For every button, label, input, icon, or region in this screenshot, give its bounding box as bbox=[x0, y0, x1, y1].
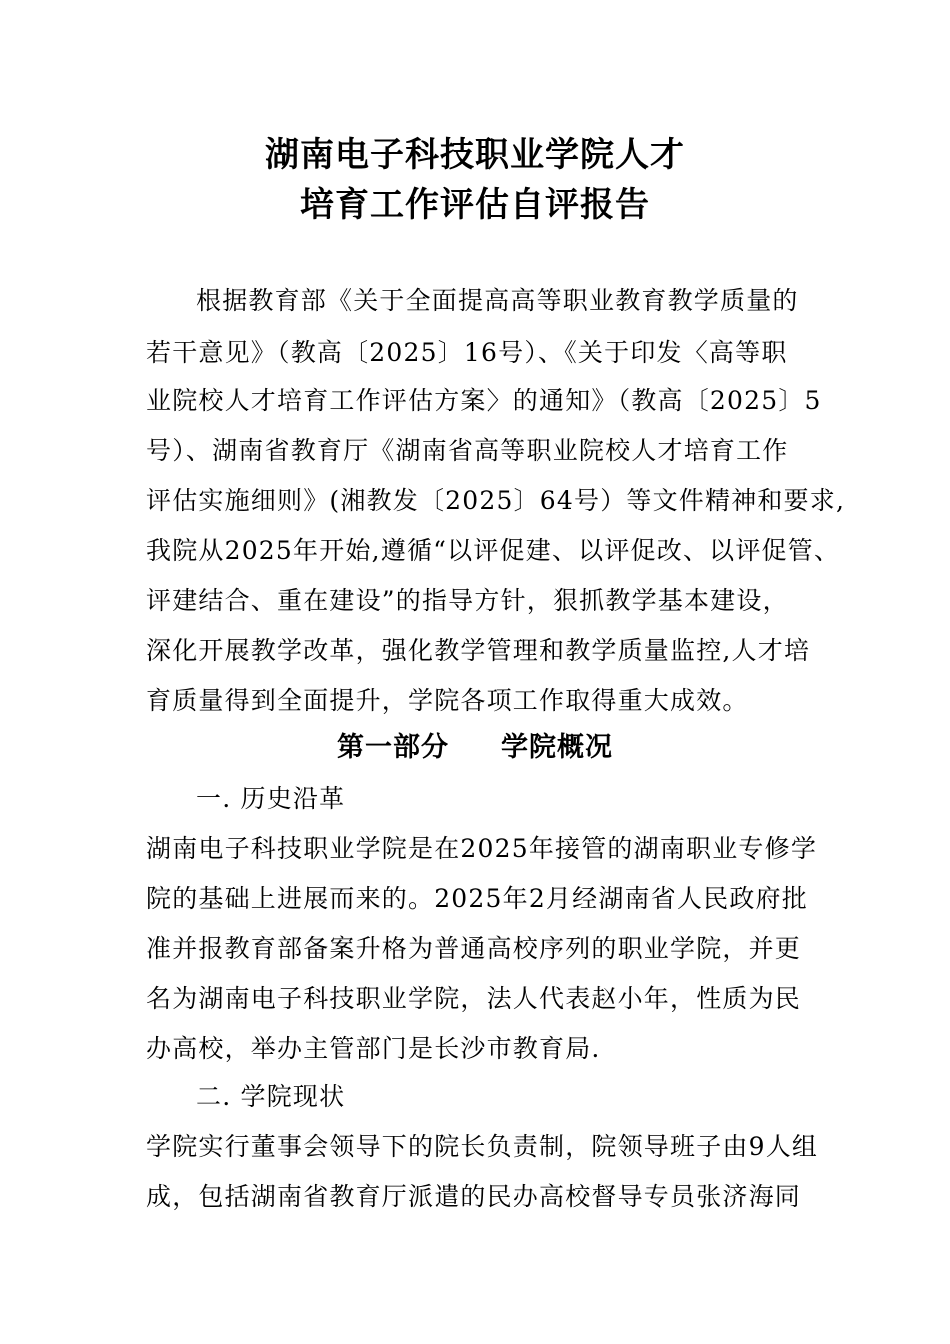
section-2-heading: 二. 学院现状 bbox=[196, 1082, 346, 1111]
document-title-line-2: 培育工作评估自评报告 bbox=[300, 185, 650, 225]
document-title-line-1: 湖南电子科技职业学院人才 bbox=[265, 135, 685, 175]
intro-line: 育质量得到全面提升，学院各项工作取得重大成效。 bbox=[146, 686, 749, 715]
section-1-line: 湖南电子科技职业学院是在2025年接管的湖南职业专修学 bbox=[146, 834, 818, 863]
intro-line: 我院从2025年开始,遵循“以评促建、以评促改、以评促管、 bbox=[146, 536, 841, 565]
intro-line: 评建结合、重在建设”的指导方针，狠抓教学基本建设， bbox=[146, 586, 789, 615]
intro-line: 根据教育部《关于全面提高高等职业教育教学质量的 bbox=[196, 286, 799, 315]
part-heading bbox=[0, 734, 950, 761]
part-heading-name: 学院概况 bbox=[501, 732, 613, 763]
section-2-line: 成，包括湖南省教育厅派遣的民办高校督导专员张济海同 bbox=[146, 1182, 802, 1211]
section-1-line: 名为湖南电子科技职业学院，法人代表赵小年，性质为民 bbox=[146, 984, 802, 1013]
intro-line: 业院校人才培育工作评估方案〉的通知》（教高〔2025〕5 bbox=[146, 386, 822, 415]
section-1-line: 院的基础上进展而来的。2025年2月经湖南省人民政府批 bbox=[146, 884, 808, 913]
section-2-line: 学院实行董事会领导下的院长负责制，院领导班子由9人组 bbox=[146, 1132, 819, 1161]
section-1-line: 准并报教育部备案升格为普通高校序列的职业学院，并更 bbox=[146, 934, 802, 963]
intro-line: 评估实施细则》(湘教发〔2025〕64号）等文件精神和要求, bbox=[146, 486, 846, 515]
part-heading-number: 第一部分 bbox=[337, 732, 449, 763]
intro-line: 深化开展教学改革，强化教学管理和教学质量监控,人才培 bbox=[146, 636, 811, 665]
intro-line: 号）、湖南省教育厅《湖南省高等职业院校人才培育工作 bbox=[146, 436, 789, 465]
intro-line: 若干意见》（教高〔2025〕16号）、《关于印发〈高等职 bbox=[146, 338, 788, 367]
section-1-line: 办高校，举办主管部门是长沙市教育局. bbox=[146, 1034, 601, 1063]
section-1-heading: 一. 历史沿革 bbox=[196, 784, 346, 813]
